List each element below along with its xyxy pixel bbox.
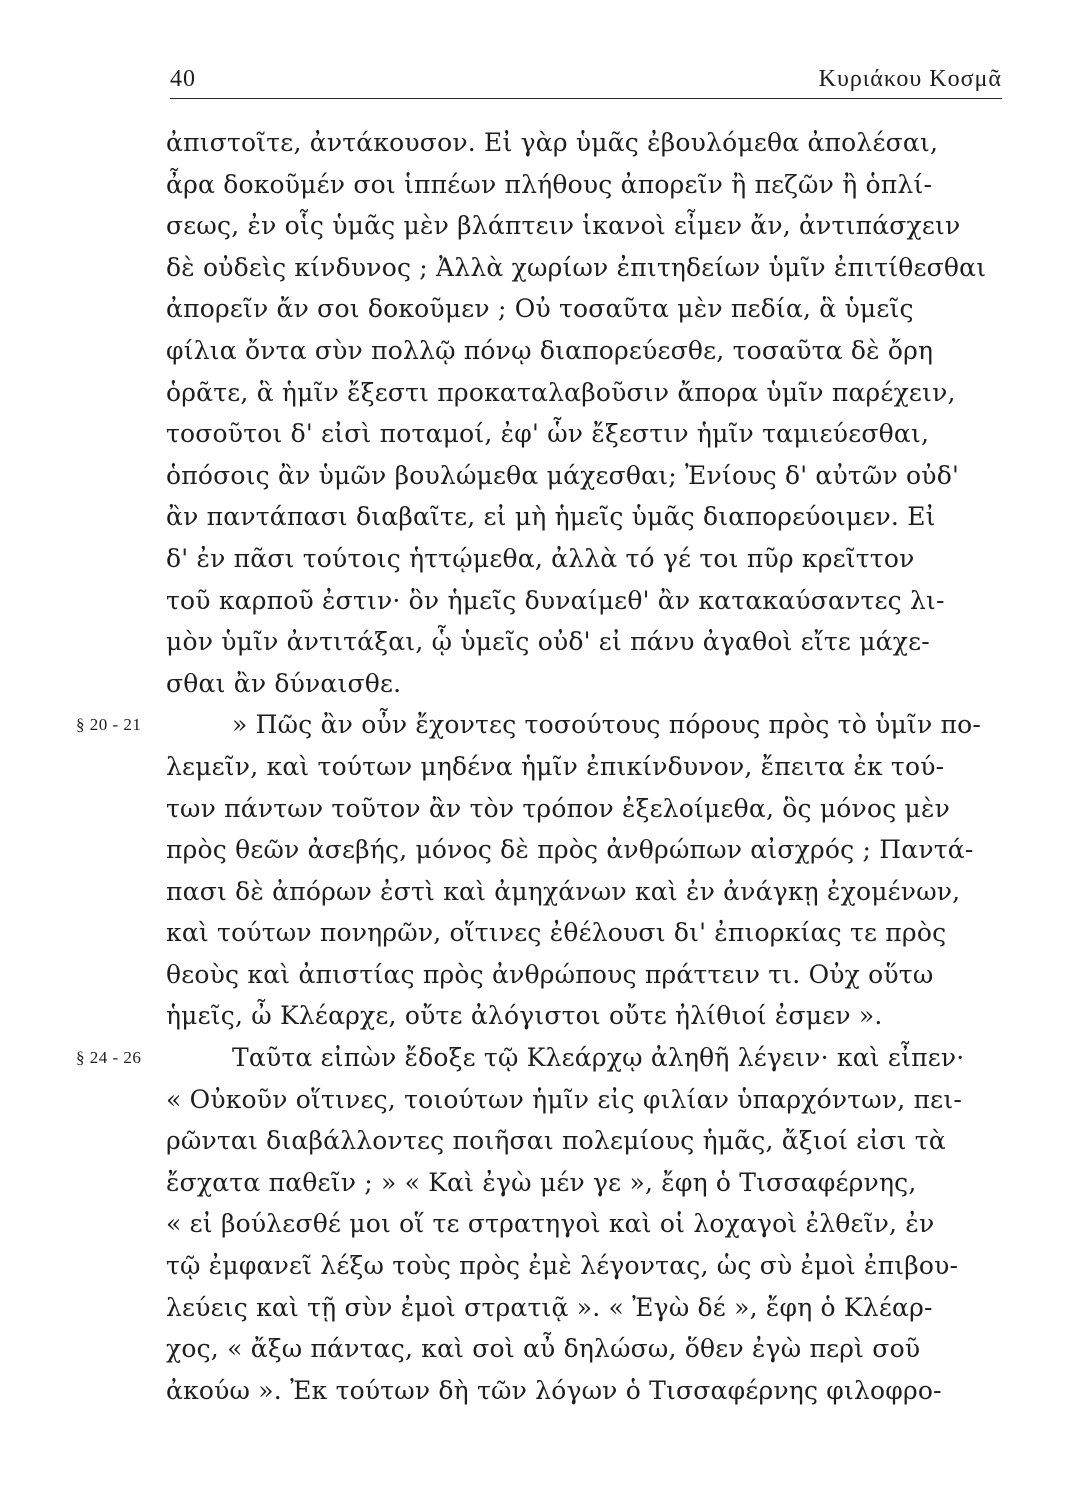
text-line: ἡμεῖς, ὦ Κλέαρχε, οὔτε ἀλόγιστοι οὔτε ἠλίθιοί ἐσμεν ». — [166, 1001, 883, 1031]
text-line: τοσοῦτοι δ' εἰσὶ ποταμοί, ἐφ' ὧν ἔξεστιν ἡμῖν ταμιεύεσθαι, — [166, 419, 930, 449]
text-line: λεμεῖν, καὶ τούτων μηδένα ἡμῖν ἐπικίνδυνον, ἔπειτα ἐκ τού- — [166, 751, 945, 781]
text-line: θεοὺς καὶ ἀπιστίας πρὸς ἀνθρώπους πράττειν τι. Οὐχ οὕτω — [166, 959, 934, 989]
margin-reference: § 20 - 21 — [76, 715, 142, 735]
text-line: μὸν ὑμῖν ἀντιτάξαι, ᾧ ὑμεῖς οὐδ' εἰ πάνυ ἀγαθοὶ εἴτε μάχε- — [166, 627, 930, 657]
text-line: χος, « ἄξω πάντας, καὶ σοὶ αὖ δηλώσω, ὅθεν ἐγὼ περὶ σοῦ — [166, 1334, 921, 1364]
text-line: σεως, ἐν οἷς ὑμᾶς μὲν βλάπτειν ἱκανοὶ εἶμεν ἄν, ἀντιπάσχειν — [166, 211, 961, 241]
text-line: ἔσχατα παθεῖν ; » « Καὶ ἐγὼ μέν γε », ἔφη ὁ Τισσαφέρνης, — [166, 1167, 917, 1197]
paragraph-1 — [0, 122, 1078, 704]
text-line: δ' ἐν πᾶσι τούτοις ἡττῴμεθα, ἀλλὰ τό γέ τοι πῦρ κρεῖττον — [166, 543, 915, 573]
text-line: πασι δὲ ἀπόρων ἐστὶ καὶ ἀμηχάνων καὶ ἐν ἀνάγκῃ ἐχομένων, — [166, 876, 961, 906]
text-line: ρῶνται διαβάλλοντες ποιῆσαι πολεμίους ἡμᾶς, ἄξιοί εἰσι τὰ — [166, 1126, 946, 1156]
text-line: ἀπιστοῖτε, ἀντάκουσον. Εἰ γὰρ ὑμᾶς ἐβουλόμεθα ἀπολέσαι, — [166, 128, 939, 157]
margin-reference: § 24 - 26 — [76, 1048, 142, 1068]
running-title: Κυριάκου Κοσμᾶ — [818, 66, 1002, 92]
text-line: ὁπόσοις ἂν ὑμῶν βουλώμεθα μάχεσθαι; Ἐνίους δ' αὐτῶν οὐδ' — [166, 460, 960, 490]
text-line: τοῦ καρποῦ ἐστιν· ὃν ἡμεῖς δυναίμεθ' ἂν κατακαύσαντες λι- — [166, 585, 945, 615]
text-line: ἀπορεῖν ἄν σοι δοκοῦμεν ; Οὐ τοσαῦτα μὲν πεδία, ἃ ὑμεῖς — [166, 294, 914, 324]
text-line: ἆρα δοκοῦμέν σοι ἱππέων πλήθους ἀπορεῖν ἢ πεζῶν ἢ ὁπλί- — [166, 169, 933, 199]
text-line: ὁρᾶτε, ἃ ἡμῖν ἔξεστι προκαταλαβοῦσιν ἄπορα ὑμῖν παρέχειν, — [166, 377, 956, 407]
running-header — [170, 58, 1002, 98]
text-line: Ταῦτα εἰπὼν ἔδοξε τῷ Κλεάρχῳ ἀληθῆ λέγειν· καὶ εἶπεν· — [232, 1043, 965, 1073]
paragraph-2 — [0, 704, 1078, 1037]
text-line: » Πῶς ἂν οὖν ἔχοντες τοσούτους πόρους πρὸς τὸ ὑμῖν πο- — [232, 710, 982, 740]
text-line: καὶ τούτων πονηρῶν, οἵτινες ἐθέλουσι δι' ἐπιορκίας τε πρὸς — [166, 918, 947, 948]
body-text — [0, 122, 1078, 1411]
page-number: 40 — [170, 66, 196, 92]
text-line: ἂν παντάπασι διαβαῖτε, εἰ μὴ ἡμεῖς ὑμᾶς διαπορεύοιμεν. Εἰ — [166, 502, 936, 532]
text-line: « Οὐκοῦν οἵτινες, τοιούτων ἡμῖν εἰς φιλίαν ὑπαρχόντων, πει- — [166, 1084, 962, 1114]
text-line: λεύεις καὶ τῇ σὺν ἐμοὶ στρατιᾷ ». « Ἐγὼ δέ », ἔφη ὁ Κλέαρ- — [166, 1292, 933, 1322]
text-line: δὲ οὐδεὶς κίνδυνος ; Ἀλλὰ χωρίων ἐπιτηδείων ὑμῖν ἐπιτίθεσθαι — [166, 252, 987, 282]
text-line: σθαι ἂν δύναισθε. — [166, 668, 402, 698]
text-line: πρὸς θεῶν ἀσεβής, μόνος δὲ πρὸς ἀνθρώπων αἰσχρός ; Παντά- — [166, 835, 974, 865]
text-line: « εἰ βούλεσθέ μοι οἵ τε στρατηγοὶ καὶ οἱ λοχαγοὶ ἐλθεῖν, ἐν — [166, 1209, 935, 1239]
text-line: φίλια ὄντα σὺν πολλῷ πόνῳ διαπορεύεσθε, τοσαῦτα δὲ ὄρη — [166, 335, 934, 365]
paragraph-3 — [0, 1037, 1078, 1411]
text-line: των πάντων τοῦτον ἂν τὸν τρόπον ἐξελοίμεθα, ὃς μόνος μὲν — [166, 793, 951, 823]
text-line: τῷ ἐμφανεῖ λέξω τοὺς πρὸς ἐμὲ λέγοντας, ὡς σὺ ἐμοὶ ἐπιβου- — [166, 1251, 959, 1281]
text-line: ἀκούω ». Ἐκ τούτων δὴ τῶν λόγων ὁ Τισσαφέρνης φιλοφρο- — [166, 1375, 942, 1405]
header-rule — [170, 98, 1002, 99]
